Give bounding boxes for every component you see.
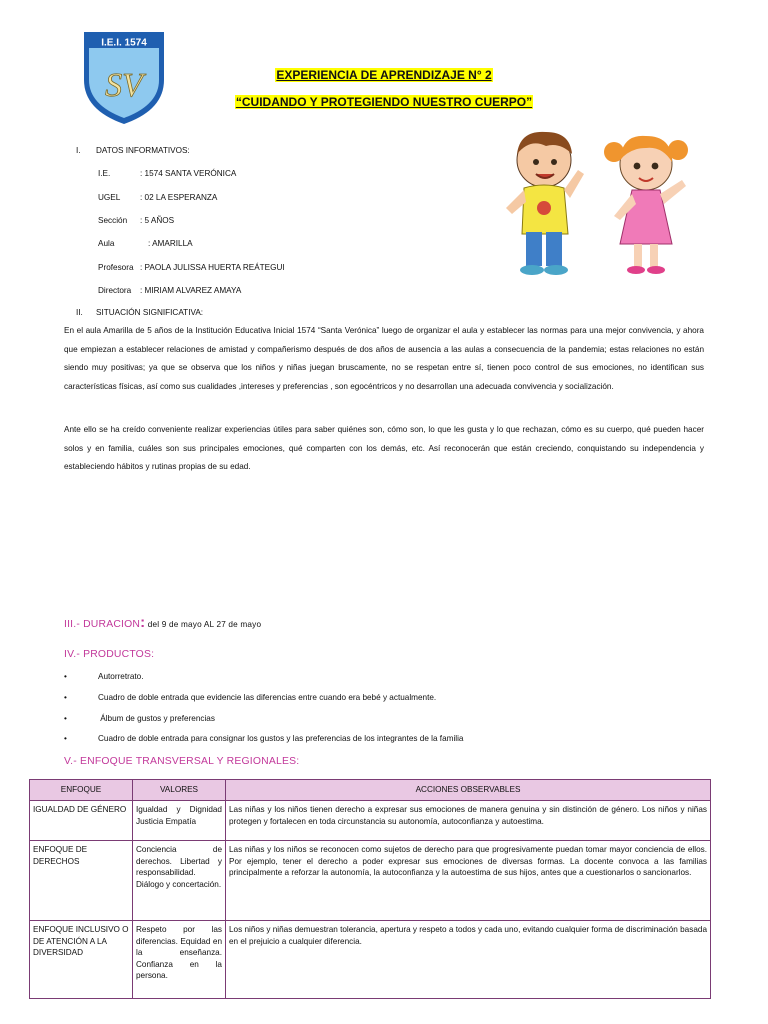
situacion-heading: II. SITUACIÓN SIGNIFICATIVA: [76, 308, 204, 317]
table-header-row [30, 780, 711, 801]
productos-heading: IV.- PRODUCTOS: [64, 649, 155, 660]
datos-row-aula: Aula : AMARILLA [98, 239, 193, 248]
cell-enfoque: ENFOQUE INCLUSIVO O DE ATENCIÓN A LA DIVERSIDAD [30, 921, 133, 999]
producto-item: • Autorretrato. [64, 672, 144, 681]
producto-item: • Cuadro de doble entrada que evidencie las diferencias entre cuando era bebé y actualmente. [64, 693, 437, 702]
enfoque-table [29, 779, 711, 999]
logo-text: I.E.I. 1574 [101, 37, 147, 49]
cell-enfoque: IGUALDAD DE GÉNERO [30, 801, 133, 841]
datos-row-ugel: UGEL : 02 LA ESPERANZA [98, 193, 218, 202]
document-title: EXPERIENCIA DE APRENDIZAJE N° 2 [276, 68, 492, 82]
children-illustration [496, 124, 706, 282]
producto-item: • Álbum de gustos y preferencias [64, 714, 215, 723]
cell-valores: Igualdad y Dignidad Justicia Empatía [133, 801, 226, 841]
cell-acciones: Las niñas y los niños tienen derecho a expresar sus emociones de manera genuina y sin distinción de género. Los niños y niñas protegen y fortalecen en toda circunstancia su autonomía, autoconfianza y autoestima. [226, 801, 711, 841]
logo-monogram: SV [105, 67, 143, 104]
cell-acciones: Los niños y niñas demuestran tolerancia, apertura y respeto a todos y cada uno, evitando cualquier forma de discriminación basada en el prejuicio a cualquier diferencia. [226, 921, 711, 999]
table-row [30, 921, 711, 999]
header-acciones: ACCIONES OBSERVABLES [226, 780, 711, 801]
cell-acciones: Las niñas y los niños se reconocen como sujetos de derecho para que progresivamente puedan tomar mayor conciencia de ellos. Por ejemplo, tener el derecho a poder expresar sus emociones de diversas formas. La docente convoca a las familias principalmente a reforzar la autonomía, la autoconfianza y la autoestima de sus hijos, antes que a cuestionarlos o sancionarlos. [226, 841, 711, 921]
datos-row-seccion: Sección : 5 AÑOS [98, 216, 175, 225]
table-row [30, 801, 711, 841]
header-valores: VALORES [133, 780, 226, 801]
table-row [30, 841, 711, 921]
enfoque-heading: V.- ENFOQUE TRANSVERSAL Y REGIONALES: [64, 756, 300, 767]
datos-row-directora: Directora : MIRIAM ALVAREZ AMAYA [98, 286, 242, 295]
datos-row-profesora: Profesora : PAOLA JULISSA HUERTA REÁTEGUI [98, 263, 285, 272]
header-enfoque: ENFOQUE [30, 780, 133, 801]
cell-valores: Conciencia de derechos. Libertad y responsabilidad. Diálogo y concertación. [133, 841, 226, 921]
document-subtitle: “CUIDANDO Y PROTEGIENDO NUESTRO CUERPO” [235, 95, 533, 109]
cell-valores: Respeto por las diferencias. Equidad en la enseñanza. Confianza en la persona. [133, 921, 226, 999]
duracion-section: III.- DURACION: del 9 de mayo AL 27 de mayo [64, 614, 262, 631]
datos-row-ie: I.E. : 1574 SANTA VERÓNICA [98, 169, 237, 178]
situacion-paragraph-2: Ante ello se ha creído conveniente realizar experiencias útiles para saber quiénes son, cómo son, lo que les gusta y lo que rechazan, cómo es su cuerpo, qué pueden hacer solos y en familia, cuáles son sus principales emociones, qué comparten con los demás, etc. Así reconocerán que están creciendo, conquistando su independencia y estableciendo hábitos y rutinas propias de su edad. [64, 425, 704, 471]
producto-item: • Cuadro de doble entrada para consignar los gustos y las preferencias de los integrantes de la familia [64, 734, 464, 743]
situacion-paragraph-1: En el aula Amarilla de 5 años de la Institución Educativa Inicial 1574 “Santa Verónica” luego de organizar el aula y establecer las normas para una mejor convivencia, y ahora que empiezan a establecer relaciones de amistad y compañerismo después de dos años de ausencia a las aulas a consecuencia de la pandemia; estas relaciones no están siendo muy positivas; ya que se observa que los niños y niñas juegan bruscamente, no se respetan entre sí, tienen poco control de sus emociones, no identifican sus características físicas, así como sus cualidades ,intereses y preferencias , son egocéntricos y no desarrollan una adecuada convivencia y socialización. [64, 326, 704, 391]
cell-enfoque: ENFOQUE DE DERECHOS [30, 841, 133, 921]
datos-heading: I. DATOS INFORMATIVOS: [76, 146, 190, 155]
